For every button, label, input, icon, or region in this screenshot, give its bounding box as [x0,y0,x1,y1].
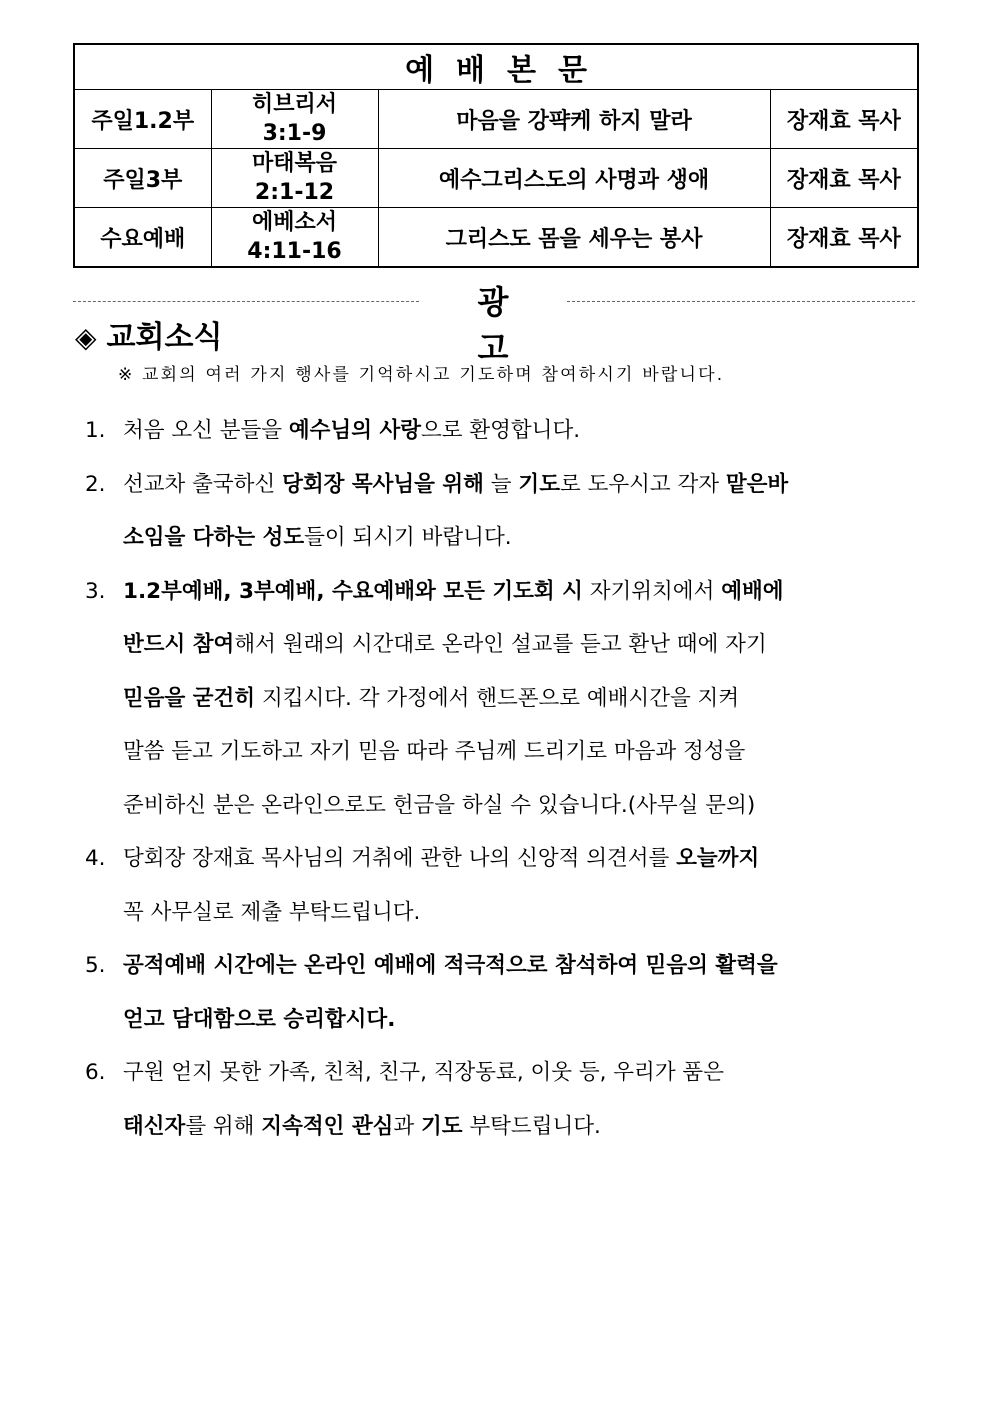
preacher-cell: 장재효 목사 [770,149,918,208]
item-text: 준비하신 분은 온라인으로도 헌금을 하실 수 있습니다.(사무실 문의) [123,792,756,818]
list-item [85,458,865,565]
list-item [85,939,865,1046]
dashed-divider-left [73,301,419,302]
item-line [123,832,865,886]
emphasized-text: 당회장 목사님을 위해 [282,471,484,497]
worship-scripture-table [73,43,919,268]
item-text: 를 위해 [185,1113,262,1139]
scripture-cell [211,149,378,208]
emphasized-text: 오늘까지 [676,846,760,871]
emphasized-text: 태신자 [123,1113,186,1139]
verse-range: 2:1-12 [254,180,335,205]
emphasized-text: 소임을 다하는 성도 [123,525,305,550]
book-name: 마태복음 [251,151,337,176]
emphasized-text: 반드시 참여 [123,632,235,657]
book-name: 에베소서 [251,210,337,235]
list-item [85,404,865,458]
church-news-heading [75,318,222,358]
book-name: 히브리서 [251,92,337,117]
table-row [74,90,918,149]
announcements-title: 광고 [477,283,547,367]
sermon-title-cell: 그리스도 몸을 세우는 봉사 [378,208,770,268]
emphasized-text: 기도 [421,1113,463,1139]
emphasized-text: 맡은바 [725,471,789,497]
item-number: 3. [85,578,106,604]
diamond-bullet-icon: ◈ [75,321,97,354]
item-text: 으로 환영합니다. [421,418,581,443]
item-number: 1. [85,418,106,443]
item-line [123,458,865,512]
scripture-cell [211,90,378,149]
item-line [123,672,865,726]
scripture-cell [211,208,378,268]
emphasized-text: 공적예배 시간에는 온라인 예배에 적극적으로 참석하여 믿음의 활력을 [123,953,778,978]
item-line [123,618,865,672]
verse-range: 3:1-9 [262,121,327,146]
item-text: 늘 [483,471,519,497]
item-number: 4. [85,846,106,871]
item-text: 해서 원래의 시간대로 온라인 설교를 듣고 환난 때에 자기 [234,632,767,657]
service-cell: 주일1.2부 [74,90,211,149]
list-item [85,565,865,833]
item-number: 2. [85,471,106,497]
service-cell: 주일3부 [74,149,211,208]
item-text: 부탁드립니다. [462,1113,601,1139]
item-text: 자기위치에서 [582,578,722,604]
preacher-cell: 장재효 목사 [770,90,918,149]
dashed-divider-right [567,301,915,302]
sermon-title-cell: 예수그리스도의 사명과 생애 [378,149,770,208]
sermon-title-cell: 마음을 강퍅케 하지 말라 [378,90,770,149]
item-line [123,779,865,833]
list-item [85,1046,865,1153]
item-line [123,886,865,940]
item-text: 구원 얻지 못한 가족, 친척, 친구, 직장동료, 이웃 등, 우리가 품은 [123,1060,724,1085]
item-text: 들이 되시기 바랍니다. [304,525,512,550]
emphasized-text: 믿음을 굳건히 [123,685,256,711]
item-text: 말씀 듣고 기도하고 자기 믿음 따라 주님께 드리기로 마음과 정성을 [123,739,746,764]
preacher-cell: 장재효 목사 [770,208,918,268]
emphasized-text: 지속적인 관심 [261,1113,394,1139]
emphasized-text: 얻고 담대함으로 승리합시다. [123,1006,396,1032]
item-line [123,511,865,565]
table-header-row [74,44,918,90]
item-text: 로 도우시고 각자 [559,471,726,497]
emphasized-text: 예수님의 사랑 [288,418,421,443]
item-line [123,939,865,993]
church-news-note: ※ 교회의 여러 가지 행사를 기억하시고 기도하며 참여하시기 바랍니다. [118,365,725,385]
item-text: 선교차 출국하신 [123,471,283,497]
church-news-title: 교회소식 [106,320,223,355]
item-line [123,725,865,779]
emphasized-text: 기도 [518,471,560,497]
announcement-list [85,404,865,1153]
table-heading: 예배본문 [74,44,918,90]
table-row [74,149,918,208]
verse-range: 4:11-16 [247,239,342,264]
list-item [85,832,865,939]
item-line [123,1100,865,1154]
item-text: 과 [393,1113,422,1139]
item-text: 꼭 사무실로 제출 부탁드립니다. [123,899,421,925]
service-cell: 수요예배 [74,208,211,268]
table-row [74,208,918,268]
item-text: 지킵시다. 각 가정에서 핸드폰으로 예배시간을 지켜 [255,685,740,711]
emphasized-text: 예배에 [721,578,784,604]
item-number: 5. [85,953,106,978]
item-line [123,993,865,1047]
item-line [123,565,865,619]
item-number: 6. [85,1060,106,1085]
item-text: 처음 오신 분들을 [123,418,289,443]
item-line [123,404,865,458]
item-text: 당회장 장재효 목사님의 거취에 관한 나의 신앙적 의견서를 [123,846,677,871]
emphasized-text: 1.2부예배, 3부예배, 수요예배와 모든 기도회 시 [123,578,583,604]
item-line [123,1046,865,1100]
